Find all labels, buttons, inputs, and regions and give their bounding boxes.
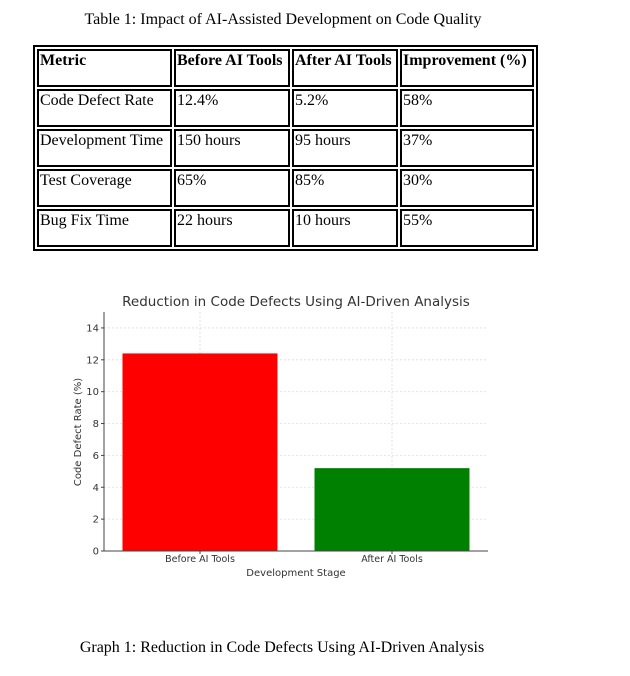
y-tick-label: 14	[86, 323, 99, 335]
y-tick-label: 12	[86, 355, 99, 367]
x-axis-label: Development Stage	[246, 568, 346, 579]
cell-metric: Bug Fix Time	[37, 209, 172, 247]
y-tick-label: 6	[92, 450, 99, 462]
cell-metric: Code Defect Rate	[37, 89, 172, 127]
cell-before: 22 hours	[174, 209, 290, 247]
header-after: After AI Tools	[292, 49, 398, 87]
cell-before: 65%	[174, 169, 290, 207]
table-caption: Table 1: Impact of AI-Assisted Development on Code Quality	[84, 11, 482, 28]
x-tick-label: Before AI Tools	[165, 554, 235, 565]
cell-after: 5.2%	[292, 89, 398, 127]
chart-title: Reduction in Code Defects Using AI-Driven Analysis	[122, 294, 470, 310]
graph-caption: Graph 1: Reduction in Code Defects Using AI-Driven Analysis	[79, 639, 485, 656]
header-metric: Metric	[37, 49, 172, 87]
cell-before: 150 hours	[174, 129, 290, 167]
cell-improvement: 58%	[400, 89, 534, 127]
y-tick-label: 0	[92, 546, 99, 558]
bar-after-ai-tools	[315, 468, 470, 551]
cell-after: 10 hours	[292, 209, 398, 247]
y-tick-label: 4	[92, 482, 99, 494]
y-tick-label: 10	[86, 387, 99, 399]
header-improvement: Improvement (%)	[400, 49, 534, 87]
cell-improvement: 55%	[400, 209, 534, 247]
cell-after: 85%	[292, 169, 398, 207]
cell-improvement: 37%	[400, 129, 534, 167]
bar-before-ai-tools	[123, 353, 278, 551]
y-tick-label: 2	[92, 514, 99, 526]
y-axis-label: Code Defect Rate (%)	[73, 377, 84, 487]
cell-after: 95 hours	[292, 129, 398, 167]
cell-before: 12.4%	[174, 89, 290, 127]
cell-improvement: 30%	[400, 169, 534, 207]
cell-metric: Test Coverage	[37, 169, 172, 207]
x-tick-label: After AI Tools	[361, 554, 423, 565]
y-tick-label: 8	[92, 419, 99, 431]
cell-metric: Development Time	[37, 129, 172, 167]
header-before: Before AI Tools	[174, 49, 290, 87]
